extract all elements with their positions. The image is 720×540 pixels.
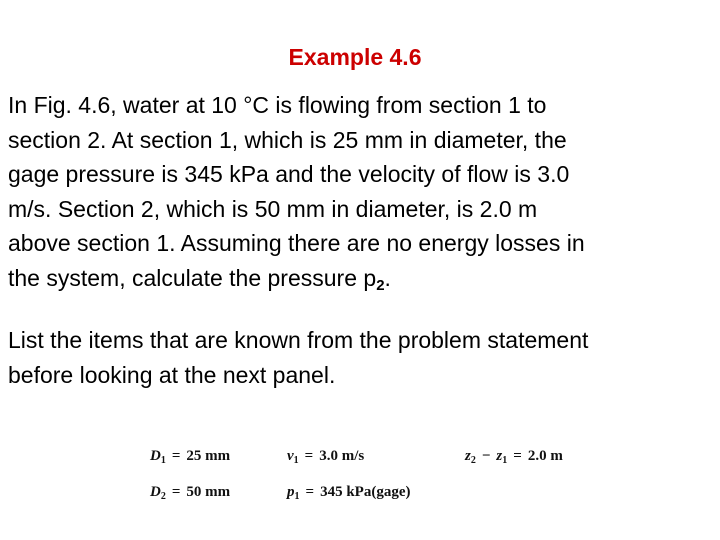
d1-equals: = (171, 448, 181, 464)
problem-line-3: gage pressure is 345 kPa and the velocity of flow is 3.0 (8, 161, 570, 187)
problem-line-4: m/s. Section 2, which is 50 mm in diameter, is 2.0 m (8, 195, 538, 222)
z1-symbol: $z_1$ (496, 448, 508, 466)
known-v1 (287, 448, 364, 465)
known-row-2 (150, 484, 620, 520)
d2-equals: = (171, 484, 181, 500)
p1-symbol: $p_1$ (287, 484, 300, 502)
d1-symbol: $D_1$ (150, 448, 166, 466)
problem-statement (8, 88, 720, 295)
v1-value: 3.0 m/s (319, 448, 365, 464)
known-d1 (150, 448, 230, 465)
instruction (8, 323, 720, 392)
d2-value: 50 mm (186, 484, 231, 500)
problem-line-6-text: the system, calculate the pressure p (8, 264, 377, 291)
pressure-subscript: 2 (376, 276, 385, 294)
problem-line-6 (8, 261, 720, 296)
instruction-line-1: List the items that are known from the problem statement (8, 327, 589, 353)
known-values-panel (150, 448, 620, 520)
slide-title: Example 4.6 (288, 44, 422, 70)
p1-equals: = (305, 484, 315, 500)
p1-value: 345 kPa(gage) (320, 484, 411, 500)
v1-equals: = (304, 448, 314, 464)
problem-line-1: In Fig. 4.6, water at 10 °C is flowing from section 1 to (8, 92, 547, 118)
known-d2 (150, 484, 230, 501)
problem-line-6-end: . (384, 264, 391, 291)
z-value: 2.0 m (527, 448, 563, 464)
v1-symbol: $v_1$ (287, 448, 299, 466)
z2-symbol: $z_2$ (465, 448, 476, 466)
minus-sign: − (481, 448, 491, 464)
known-z-difference (465, 448, 563, 465)
instruction-line-2: before looking at the next panel. (8, 361, 336, 388)
d2-symbol: $D_2$ (150, 484, 166, 502)
problem-line-2: section 2. At section 1, which is 25 mm in diameter, the (8, 126, 567, 153)
known-p1 (287, 484, 410, 501)
known-row-1 (150, 448, 620, 484)
d1-value: 25 mm (186, 448, 231, 464)
z-equals: = (513, 448, 522, 464)
problem-line-5: above section 1. Assuming there are no energy losses in (8, 230, 585, 256)
